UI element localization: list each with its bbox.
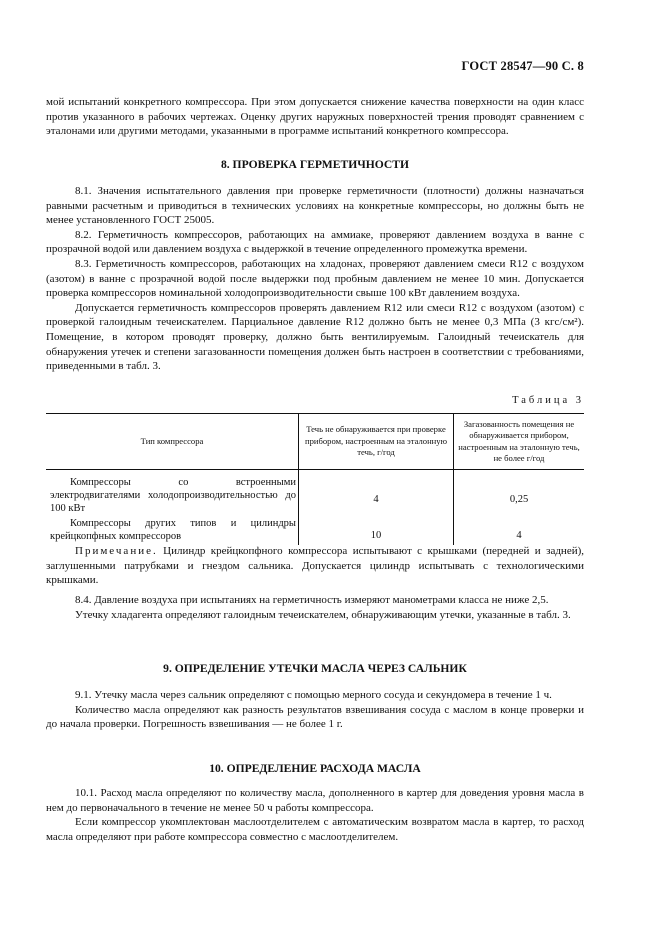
note-text: Цилиндр крейцкопфного компрессора испытывают с крышками (передней и задней), заглушенными патрубками и гнездом сальника. Допускается цилиндр испытывать с технологическими крышками. (46, 545, 584, 587)
section-8-title: 8. ПРОВЕРКА ГЕРМЕТИЧНОСТИ (220, 158, 410, 171)
table-row (46, 515, 584, 545)
paragraph-9-1: 9.1. Утечку масла через сальник определяют с помощью мерного сосуда и секундомера в течение 1 ч. (75, 689, 552, 701)
table-note (46, 544, 584, 588)
paragraph-10-1: 10.1. Расход масла определяют по количеству масла, дополненного в картер для доведения уровня масла в нем до первоначального в течение не менее 50 ч работы компрессора. (46, 787, 584, 814)
page-header: ГОСТ 28547—90 С. 8 (461, 59, 584, 73)
cell-gas: 0,25 (454, 470, 585, 516)
col-header-gas: Загазованность помещения не обнаруживается прибором, настроенным на эталонную течь, не более г/год (454, 414, 585, 470)
col-header-type: Тип компрессора (46, 414, 299, 470)
col-header-leak: Течь не обнаруживается при проверке прибором, настроенным на эталонную течь, г/год (299, 414, 454, 470)
section-8-4 (46, 593, 584, 622)
paragraph-8-1: 8.1. Значения испытательного давления при проверке герметичности (плотности) должны назначаться равными расчетным и приводиться в технических условиях на конкретные компрессоры, но должны быть не менее установленного ГОСТ 25005. (46, 185, 584, 227)
table-caption: Таблица 3 (512, 395, 584, 406)
cell-type: Компрессоры со встроенными электродвигателями холодопроизводительностью до 100 кВт (50, 477, 296, 514)
cell-leak: 10 (299, 515, 454, 545)
section-9-title: 9. ОПРЕДЕЛЕНИЕ УТЕЧКИ МАСЛА ЧЕРЕЗ САЛЬНИК (163, 662, 467, 675)
paragraph-9-1-cont: Количество масла определяют как разность результатов взвешивания сосуда с маслом в конце проверки и до начала проверки. Погрешность взвешивания — не более 1 г. (46, 703, 584, 731)
intro-paragraph: мой испытаний конкретного компрессора. При этом допускается снижение качества поверхности на один класс против указанного в рабочих чертежах. Оценку других наружных поверхностей трения проводят сравнением с эталонами или другими методами, указанными в программе испытаний конкретного компрессора. (46, 96, 584, 138)
note-label: Примечание. (75, 545, 158, 557)
paragraph-10-1-cont: Если компрессор укомплектован маслоотделителем с автоматическим возвратом масла в картер, то расход масла определяют при работе компрессора совместно с маслоотделителем. (46, 816, 584, 843)
section-10-title: 10. ОПРЕДЕЛЕНИЕ РАСХОДА МАСЛА (209, 762, 421, 775)
cell-type: Компрессоры других типов и цилиндры крейцкопфных компрессоров (50, 518, 296, 542)
paragraph-8-4: 8.4. Давление воздуха при испытаниях на герметичность измеряют манометрами класса не ниже 2,5. (75, 594, 549, 606)
section-9-body (46, 688, 584, 732)
paragraph-8-2: 8.2. Герметичность компрессоров, работающих на аммиаке, проверяют давлением воздуха в ванне с прозрачной водой или давлением воздуха с выдержкой в течение определенного промежутка времени. (46, 228, 584, 256)
paragraph-8-3: 8.3. Герметичность компрессоров, работающих на хладонах, проверяют давлением смеси R12 с воздухом (азотом) в ванне с прозрачной водой после выдержки под пробным давлением не менее 10 мин. Допускается проверка компрессоров номинальной холодопроизводительности свыше 100 кВт давлением воздуха. (46, 257, 584, 300)
section-8-body (46, 184, 584, 374)
table-row (46, 470, 584, 516)
paragraph-8-3-cont: Допускается герметичность компрессоров проверять давлением R12 или смеси R12 с воздухом (азотом) с проверкой галоидным течеискателем. Парциальное давление R12 должно быть не менее 0,3 МПа (3 кгс/см²). Помещение, в котором проводят проверку, должно быть вентилируемым. Галоидный течеискатель для обнаружения утечек и степени загазованности помещения должен быть настроен в соответствии с требованиями, приведенными в табл. 3. (46, 301, 584, 373)
paragraph-8-4-cont: Утечку хладагента определяют галоидным течеискателем, обнаруживающим утечки, указанные в табл. 3. (75, 608, 571, 621)
table-3 (46, 413, 584, 545)
section-10-body (46, 786, 584, 844)
cell-gas: 4 (454, 515, 585, 545)
cell-leak: 4 (299, 470, 454, 516)
section-8 (46, 158, 584, 171)
